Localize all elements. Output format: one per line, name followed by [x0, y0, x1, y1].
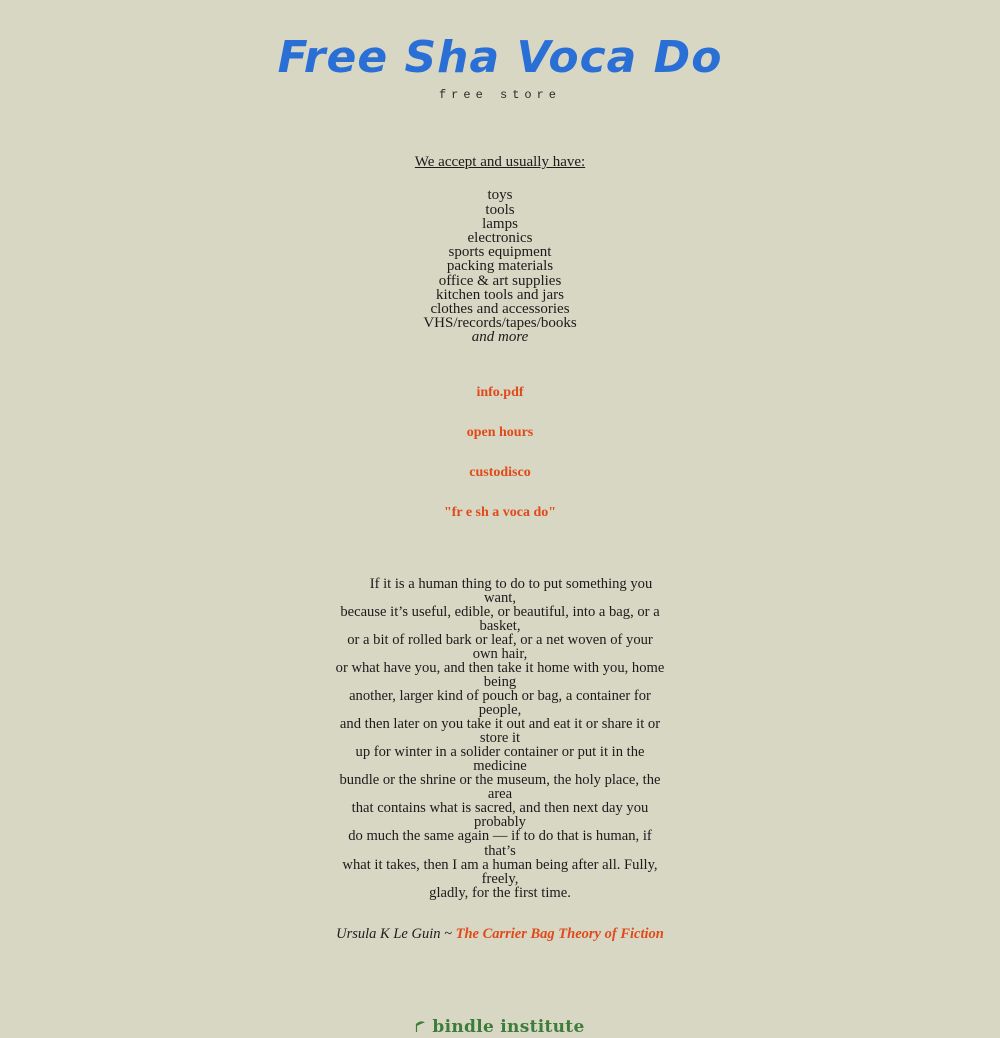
quote-line: another, larger kind of pouch or bag, a container for people,	[349, 688, 651, 719]
quote-line: or a bit of rolled bark or leaf, or a net woven of your own hair,	[347, 631, 653, 662]
list-item-and-more: and more	[471, 329, 529, 346]
link-row	[0, 423, 1000, 441]
quote-block	[335, 577, 665, 900]
bindle-icon	[415, 1020, 426, 1033]
quote-line: and then later on you take it out and eat it or share it or store it	[339, 716, 661, 747]
quote-work-link[interactable]: The Carrier Bag Theory of Fiction	[455, 925, 664, 942]
accept-heading: We accept and usually have:	[414, 154, 586, 171]
quote-line: do much the same again — if to do that is human, if that’s	[348, 828, 652, 859]
quote-line: what it takes, then I am a human being after all. Fully, freely,	[342, 856, 658, 887]
quote-separator: ~	[440, 925, 456, 942]
list-item: electronics	[467, 230, 533, 246]
list-item: kitchen tools and jars	[436, 286, 564, 303]
footer-bindle-institute-link[interactable]: bindle institute	[432, 1016, 585, 1037]
link-row	[0, 503, 1000, 521]
link-row	[0, 383, 1000, 401]
quote-attribution	[0, 926, 1000, 943]
link-fr-e-sh-a-voca-do[interactable]: "fr e sh a voca do"	[443, 504, 557, 520]
link-open-hours[interactable]: open hours	[466, 424, 534, 440]
footer	[0, 1017, 1000, 1037]
list-item: tools	[485, 201, 515, 218]
list-item: sports equipment	[448, 244, 552, 261]
page-title: Free Sha Voca Do	[277, 32, 723, 83]
quote-line: gladly, for the first time.	[429, 884, 571, 901]
list-item: toys	[487, 187, 513, 204]
quote-line: up for winter in a solider container or put it in the medicine	[355, 744, 645, 775]
quote-line: because it’s useful, edible, or beautiful, into a bag, or a basket,	[340, 603, 660, 634]
link-list	[0, 383, 1000, 521]
quote-line: that contains what is sacred, and then next day you probably	[351, 800, 649, 831]
quote-line: or what have you, and then take it home with you, home being	[335, 659, 665, 690]
quote-line: If it is a human thing to do to put something you want,	[369, 575, 653, 606]
quote-author: Ursula K Le Guin	[336, 925, 441, 942]
list-item: VHS/records/tapes/books	[423, 315, 577, 332]
link-info-pdf[interactable]: info.pdf	[476, 384, 524, 400]
link-custodisco[interactable]: custodisco	[469, 464, 531, 480]
list-item: packing materials	[446, 258, 554, 275]
page-subtitle: free store	[438, 88, 561, 103]
list-item: office & art supplies	[438, 272, 562, 289]
link-row	[0, 463, 1000, 481]
quote-line: bundle or the shrine or the museum, the holy place, the area	[339, 772, 661, 803]
list-item: clothes and accessories	[430, 301, 570, 318]
list-item: lamps	[482, 215, 518, 232]
accept-list	[0, 188, 1000, 344]
